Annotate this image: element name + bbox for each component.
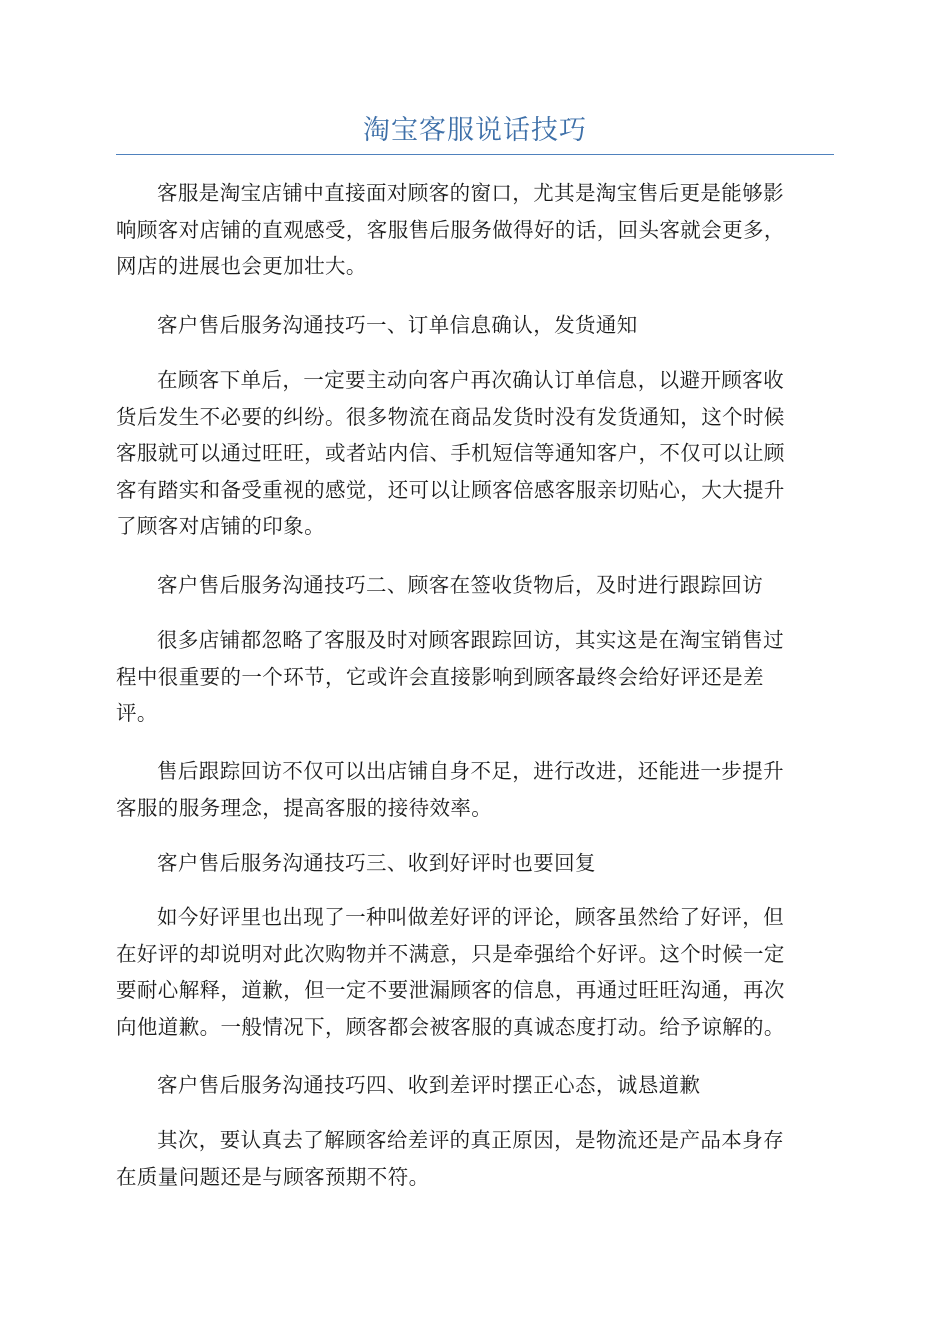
paragraph-4: 如今好评里也出现了一种叫做差好评的评论，顾客虽然给了好评，但 在好评的却说明对此次购物并不满意，只是牵强给个好评。这个时候一定 要耐心解释，道歉，但一定不要泄漏顾客的信息，再通过旺旺沟通，再次 向他道歉。一般情况下，顾客都会被客服的真诚态度打动。给予谅解的。 xyxy=(116,905,785,1039)
section-heading-2: 客户售后服务沟通技巧二、顾客在签收货物后，及时进行跟踪回访 xyxy=(157,573,764,597)
section-heading-4: 客户售后服务沟通技巧四、收到差评时摆正心态，诚恳道歉 xyxy=(157,1073,701,1097)
paragraph-2: 很多店铺都忽略了客服及时对顾客跟踪回访，其实这是在淘宝销售过 程中很重要的一个环节，它或许会直接影响到顾客最终会给好评还是差 评。 xyxy=(116,628,784,725)
paragraph-3: 售后跟踪回访不仅可以出店铺自身不足，进行改进，还能进一步提升 客服的服务理念，提高客服的接待效率。 xyxy=(116,759,784,820)
title-underline xyxy=(116,154,834,155)
document-title: 淘宝客服说话技巧 xyxy=(363,115,587,146)
section-heading-3: 客户售后服务沟通技巧三、收到好评时也要回复 xyxy=(157,851,596,875)
section-heading-1: 客户售后服务沟通技巧一、订单信息确认，发货通知 xyxy=(157,313,638,337)
paragraph-1: 在顾客下单后，一定要主动向客户再次确认订单信息，以避开顾客收 货后发生不必要的纠纷。很多物流在商品发货时没有发货通知，这个时候 客服就可以通过旺旺，或者站内信、手机短信等通知客户，不仅可以让顾 客有踏实和备受重视的感觉，还可以让顾客倍感客服亲切贴心，大大提升 了顾客对店铺的印象。 xyxy=(116,368,785,538)
paragraph-intro: 客服是淘宝店铺中直接面对顾客的窗口，尤其是淘宝售后更是能够影 响顾客对店铺的直观感受，客服售后服务做得好的话，回头客就会更多， 网店的进展也会更加壮大。 xyxy=(116,181,785,278)
paragraph-5: 其次，要认真去了解顾客给差评的真正原因，是物流还是产品本身存 在质量问题还是与顾客预期不符。 xyxy=(116,1128,784,1189)
